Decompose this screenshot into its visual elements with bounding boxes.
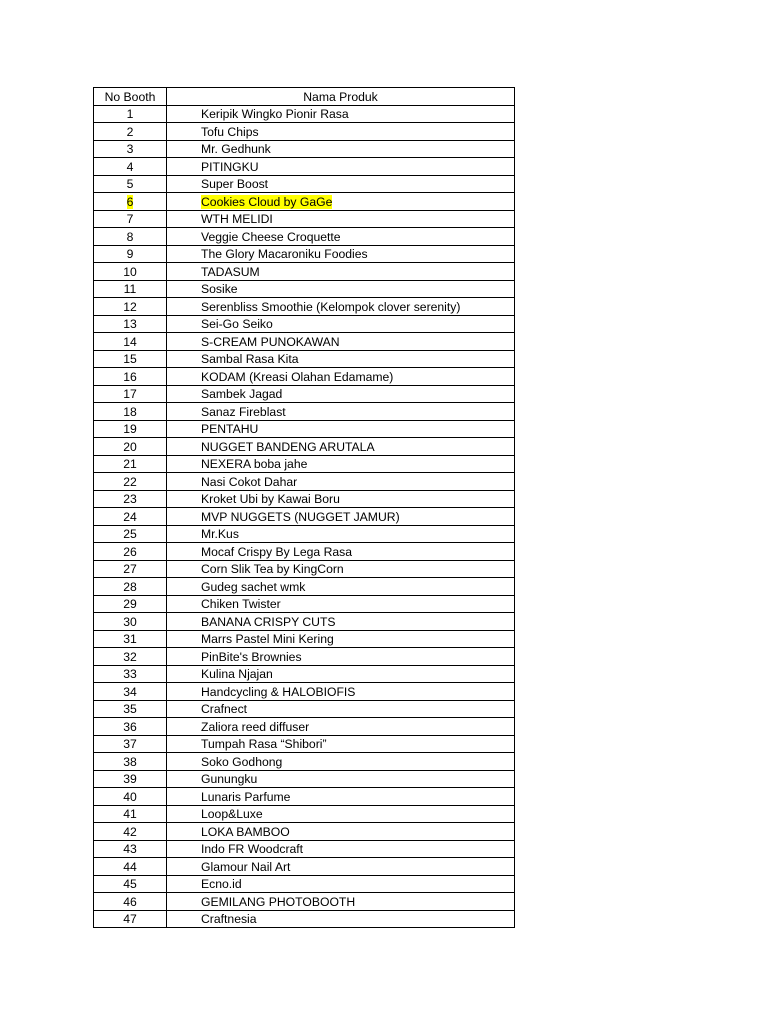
table-row — [94, 123, 515, 141]
table-row — [94, 613, 515, 631]
table-row — [94, 525, 515, 543]
booth-number: 11 — [123, 282, 137, 296]
booth-number-cell — [94, 630, 167, 648]
booth-number-cell — [94, 525, 167, 543]
product-name: Gunungku — [201, 772, 258, 786]
table-row — [94, 508, 515, 526]
booth-number-cell — [94, 350, 167, 368]
product-name: Kulina Njajan — [201, 667, 273, 681]
booth-number-cell — [94, 578, 167, 596]
product-name-cell — [167, 508, 515, 526]
product-name-cell — [167, 105, 515, 123]
table-row — [94, 228, 515, 246]
booth-number-cell — [94, 665, 167, 683]
product-name-cell — [167, 630, 515, 648]
product-name: Sambal Rasa Kita — [201, 352, 299, 366]
booth-number-cell — [94, 473, 167, 491]
booth-number: 40 — [123, 789, 137, 804]
table-row — [94, 105, 515, 123]
product-name-cell — [167, 788, 515, 806]
product-name: Super Boost — [201, 177, 269, 191]
product-name: PITINGKU — [201, 159, 259, 174]
product-name: The Glory Macaroniku Foodies — [201, 247, 368, 261]
booth-number-cell — [94, 263, 167, 281]
product-name-cell — [167, 648, 515, 666]
booth-number: 6 — [126, 194, 134, 209]
table-row — [94, 420, 515, 438]
booth-number: 10 — [123, 264, 137, 279]
product-name: Loop&Luxe — [201, 807, 263, 821]
table-row — [94, 648, 515, 666]
table-row — [94, 770, 515, 788]
product-name: Soko Godhong — [201, 754, 283, 769]
table-row — [94, 805, 515, 823]
booth-number: 29 — [123, 597, 137, 611]
table-row — [94, 858, 515, 876]
product-name-cell — [167, 420, 515, 438]
booth-number-cell — [94, 823, 167, 841]
table-row — [94, 578, 515, 596]
table-row — [94, 193, 515, 211]
header-row — [94, 88, 515, 106]
booth-number: 27 — [123, 562, 137, 576]
booth-number-cell — [94, 718, 167, 736]
booth-number-cell — [94, 560, 167, 578]
booth-number: 47 — [123, 912, 137, 926]
table-row — [94, 718, 515, 736]
product-name-cell — [167, 333, 515, 351]
booth-number-cell — [94, 543, 167, 561]
booth-number: 13 — [123, 317, 137, 331]
table-row — [94, 385, 515, 403]
booth-number-cell — [94, 385, 167, 403]
booth-number-cell — [94, 158, 167, 176]
product-name-cell — [167, 665, 515, 683]
product-name: Kroket Ubi by Kawai Boru — [201, 492, 340, 506]
product-name-cell — [167, 228, 515, 246]
booth-number-cell — [94, 420, 167, 438]
product-name: WTH MELIDI — [201, 212, 273, 226]
product-name-cell — [167, 123, 515, 141]
booth-number-cell — [94, 735, 167, 753]
booth-number: 26 — [123, 544, 137, 559]
table-row — [94, 333, 515, 351]
product-name: Serenbliss Smoothie (Kelompok clover serenity) — [201, 299, 461, 314]
booth-number-cell — [94, 280, 167, 298]
product-name-cell — [167, 298, 515, 316]
product-name-cell — [167, 753, 515, 771]
table-body — [94, 105, 515, 928]
product-name-cell — [167, 455, 515, 473]
booth-number-cell — [94, 893, 167, 911]
table-row — [94, 350, 515, 368]
product-name-cell — [167, 735, 515, 753]
table-row — [94, 210, 515, 228]
booth-number-cell — [94, 770, 167, 788]
booth-number: 46 — [123, 894, 137, 909]
product-name: MVP NUGGETS (NUGGET JAMUR) — [201, 509, 400, 524]
product-name: KODAM (Kreasi Olahan Edamame) — [201, 369, 394, 384]
table-row — [94, 700, 515, 718]
product-name: Tofu Chips — [201, 124, 259, 139]
booth-number: 8 — [126, 229, 134, 244]
booth-number: 41 — [123, 807, 137, 821]
product-name: Lunaris Parfume — [201, 789, 291, 804]
booth-number-cell — [94, 840, 167, 858]
booth-number: 30 — [123, 614, 137, 629]
product-name-cell — [167, 543, 515, 561]
booth-number: 44 — [123, 859, 137, 874]
product-name-cell — [167, 525, 515, 543]
product-name: Handcycling & HALOBIOFIS — [201, 684, 356, 699]
table-row — [94, 875, 515, 893]
booth-number-cell — [94, 455, 167, 473]
booth-number: 18 — [123, 404, 137, 419]
product-name-cell — [167, 263, 515, 281]
product-name: Sosike — [201, 282, 238, 296]
product-name-cell — [167, 193, 515, 211]
product-name: Sei-Go Seiko — [201, 317, 273, 331]
table-row — [94, 298, 515, 316]
product-name: Keripik Wingko Pionir Rasa — [201, 107, 349, 121]
product-name: Mr.Kus — [201, 527, 239, 541]
booth-number-cell — [94, 315, 167, 333]
booth-number: 33 — [123, 667, 137, 681]
product-name: Gudeg sachet wmk — [201, 579, 306, 594]
product-name: Cookies Cloud by GaGe — [201, 194, 333, 209]
product-name: Sambek Jagad — [201, 387, 283, 401]
booth-number: 25 — [123, 527, 137, 541]
product-name: Mocaf Crispy By Lega Rasa — [201, 544, 353, 559]
table-row — [94, 473, 515, 491]
product-name: TADASUM — [201, 264, 260, 279]
booth-number-cell — [94, 753, 167, 771]
product-name-cell — [167, 718, 515, 736]
product-name-cell — [167, 893, 515, 911]
product-name-cell — [167, 473, 515, 491]
product-name: Chiken Twister — [201, 597, 281, 611]
table-row — [94, 893, 515, 911]
product-name-cell — [167, 700, 515, 718]
product-name: PinBite's Brownies — [201, 649, 302, 664]
product-name-cell — [167, 315, 515, 333]
product-name-cell — [167, 613, 515, 631]
booth-number-cell — [94, 508, 167, 526]
product-name-cell — [167, 490, 515, 508]
booth-number: 37 — [123, 737, 137, 751]
product-name: Nasi Cokot Dahar — [201, 474, 298, 489]
table-row — [94, 455, 515, 473]
table-row — [94, 490, 515, 508]
table-row — [94, 438, 515, 456]
product-name-cell — [167, 403, 515, 421]
booth-number: 9 — [126, 247, 134, 261]
booth-number: 22 — [123, 474, 137, 489]
booth-number: 7 — [126, 212, 134, 226]
booth-number-cell — [94, 683, 167, 701]
product-name: Veggie Cheese Croquette — [201, 229, 341, 244]
booth-number-cell — [94, 175, 167, 193]
booth-number: 28 — [123, 579, 137, 594]
product-name: Mr. Gedhunk — [201, 142, 271, 156]
booth-number: 35 — [123, 702, 137, 716]
product-name-cell — [167, 385, 515, 403]
booth-number: 21 — [123, 457, 137, 471]
booth-number: 34 — [123, 684, 137, 699]
table-row — [94, 280, 515, 298]
product-name: NUGGET BANDENG ARUTALA — [201, 439, 375, 454]
table-row — [94, 315, 515, 333]
booth-number-cell — [94, 858, 167, 876]
booth-number: 19 — [123, 422, 137, 436]
product-name: Marrs Pastel Mini Kering — [201, 632, 334, 646]
product-name-cell — [167, 578, 515, 596]
product-name-cell — [167, 823, 515, 841]
booth-number-cell — [94, 805, 167, 823]
booth-sheet — [93, 87, 515, 928]
booth-number: 24 — [123, 509, 137, 524]
booth-number: 16 — [123, 369, 137, 384]
booth-number-cell — [94, 245, 167, 263]
booth-number-cell — [94, 875, 167, 893]
table-row — [94, 823, 515, 841]
product-name-cell — [167, 858, 515, 876]
product-name: PENTAHU — [201, 422, 259, 436]
table-row — [94, 595, 515, 613]
booth-number-cell — [94, 210, 167, 228]
booth-number: 43 — [123, 842, 137, 856]
product-name: NEXERA boba jahe — [201, 457, 308, 471]
product-name: BANANA CRISPY CUTS — [201, 614, 336, 629]
booth-number-cell — [94, 228, 167, 246]
booth-number: 15 — [123, 352, 137, 366]
booth-number-cell — [94, 368, 167, 386]
booth-number-cell — [94, 140, 167, 158]
product-name-cell — [167, 350, 515, 368]
booth-table — [93, 87, 515, 928]
table-row — [94, 158, 515, 176]
product-name-cell — [167, 158, 515, 176]
table-row — [94, 788, 515, 806]
booth-number: 38 — [123, 754, 137, 769]
table-row — [94, 683, 515, 701]
table-row — [94, 665, 515, 683]
booth-number: 45 — [123, 877, 137, 891]
product-name-cell — [167, 560, 515, 578]
product-name-cell — [167, 245, 515, 263]
booth-number: 39 — [123, 772, 137, 786]
product-name-cell — [167, 805, 515, 823]
product-name-cell — [167, 595, 515, 613]
booth-number: 20 — [123, 439, 137, 454]
table-row — [94, 543, 515, 561]
table-row — [94, 140, 515, 158]
product-name-cell — [167, 770, 515, 788]
product-name: Tumpah Rasa “Shibori” — [201, 737, 327, 751]
booth-number-cell — [94, 595, 167, 613]
product-name: Ecno.id — [201, 877, 242, 891]
table-row — [94, 368, 515, 386]
product-name: Craftnesia — [201, 912, 257, 926]
table-row — [94, 263, 515, 281]
booth-number: 2 — [126, 124, 134, 139]
product-name: S-CREAM PUNOKAWAN — [201, 334, 340, 349]
product-name: Indo FR Woodcraft — [201, 842, 304, 856]
table-row — [94, 560, 515, 578]
product-name: Crafnect — [201, 702, 248, 716]
booth-number: 36 — [123, 719, 137, 734]
booth-number-cell — [94, 648, 167, 666]
product-name-cell — [167, 910, 515, 928]
table-row — [94, 840, 515, 858]
table-row — [94, 403, 515, 421]
product-name-cell — [167, 438, 515, 456]
header-nama-produk: Nama Produk — [167, 88, 515, 106]
booth-number: 5 — [126, 177, 134, 191]
booth-number: 4 — [126, 159, 134, 174]
product-name-cell — [167, 683, 515, 701]
booth-number: 31 — [123, 632, 137, 646]
booth-number-cell — [94, 788, 167, 806]
booth-number-cell — [94, 438, 167, 456]
booth-number: 3 — [126, 142, 134, 156]
product-name: Zaliora reed diffuser — [201, 719, 310, 734]
product-name: Sanaz Fireblast — [201, 404, 286, 419]
booth-number-cell — [94, 910, 167, 928]
product-name: Corn Slik Tea by KingCorn — [201, 562, 344, 576]
product-name-cell — [167, 175, 515, 193]
booth-number-cell — [94, 613, 167, 631]
header-no-booth: No Booth — [94, 88, 167, 106]
booth-number: 23 — [123, 492, 137, 506]
booth-number-cell — [94, 403, 167, 421]
product-name-cell — [167, 368, 515, 386]
booth-number-cell — [94, 700, 167, 718]
booth-number-cell — [94, 193, 167, 211]
booth-number: 17 — [123, 387, 137, 401]
product-name: LOKA BAMBOO — [201, 824, 290, 839]
product-name-cell — [167, 840, 515, 858]
table-row — [94, 753, 515, 771]
product-name-cell — [167, 210, 515, 228]
booth-number-cell — [94, 490, 167, 508]
product-name-cell — [167, 140, 515, 158]
table-row — [94, 910, 515, 928]
booth-number: 1 — [126, 107, 134, 121]
product-name-cell — [167, 280, 515, 298]
table-row — [94, 245, 515, 263]
booth-number-cell — [94, 298, 167, 316]
product-name-cell — [167, 875, 515, 893]
booth-number-cell — [94, 123, 167, 141]
product-name: GEMILANG PHOTOBOOTH — [201, 894, 356, 909]
booth-number-cell — [94, 333, 167, 351]
booth-number: 32 — [123, 649, 137, 664]
product-name: Glamour Nail Art — [201, 859, 291, 874]
booth-number: 42 — [123, 824, 137, 839]
table-row — [94, 735, 515, 753]
booth-number: 12 — [123, 299, 137, 314]
booth-number-cell — [94, 105, 167, 123]
table-row — [94, 175, 515, 193]
table-row — [94, 630, 515, 648]
booth-number: 14 — [123, 334, 137, 349]
